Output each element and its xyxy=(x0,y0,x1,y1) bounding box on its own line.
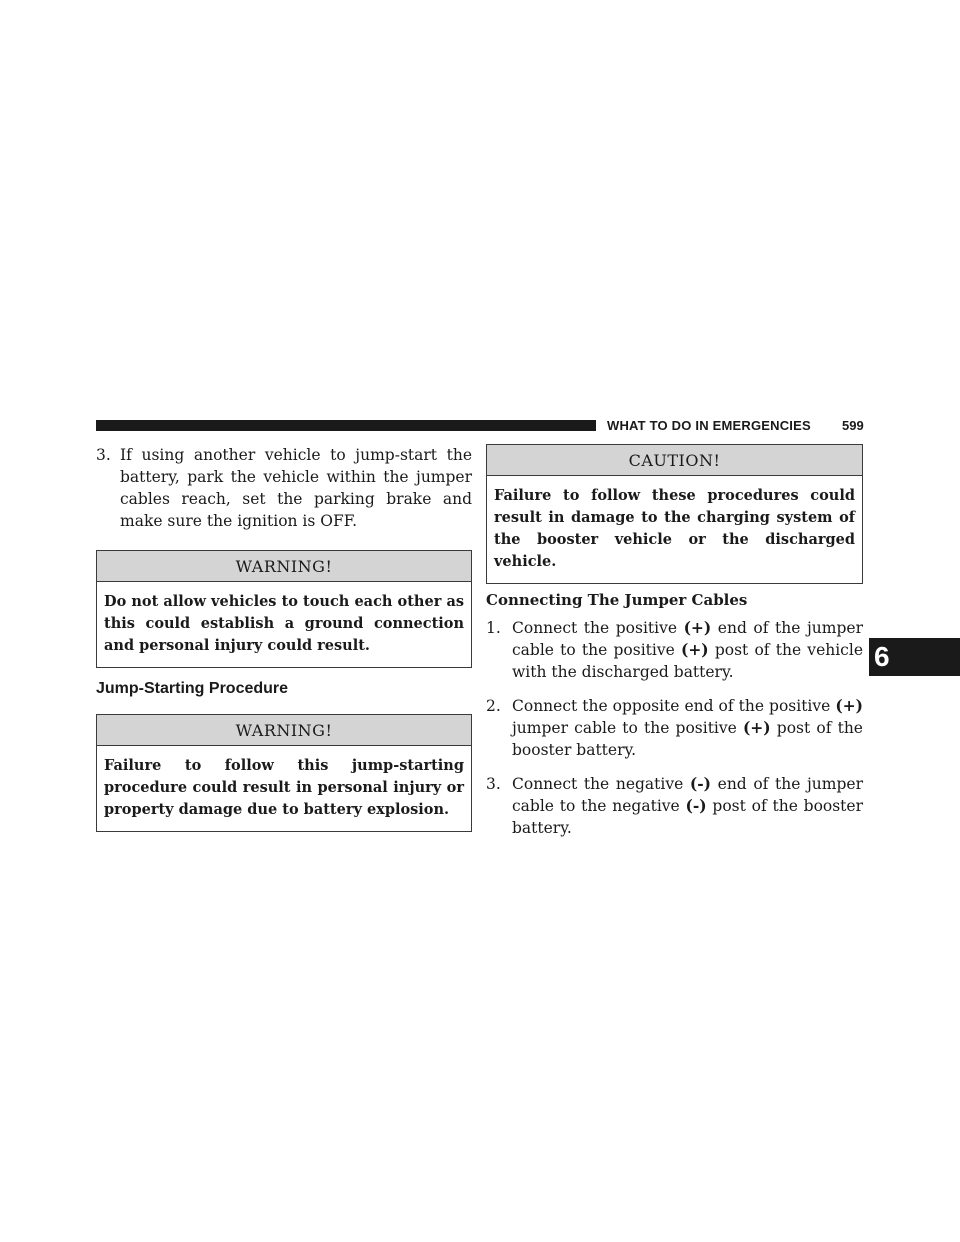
step-3-left xyxy=(96,444,472,532)
caution-box xyxy=(486,444,863,584)
step-text: jumper cable to the positive xyxy=(512,719,737,737)
polarity-symbol: (-) xyxy=(689,774,712,793)
polarity-symbol: (+) xyxy=(835,696,863,715)
polarity-symbol: (-) xyxy=(685,796,707,815)
step-number: 3. xyxy=(486,775,501,793)
polarity-symbol: (+) xyxy=(680,640,709,659)
step-text: post of the booster battery. xyxy=(512,797,863,837)
right-column xyxy=(486,444,863,851)
step-text: post of the vehicle with the discharged battery. xyxy=(512,641,863,681)
caution-title: CAUTION! xyxy=(487,445,862,476)
step-text: If using another vehicle to jump-start the battery, park the vehicle within the jumper cables reach, set the parking brake and make sure the ignition is OFF. xyxy=(120,446,472,530)
section-heading: Jump-Starting Procedure xyxy=(96,680,289,697)
warning-box-2 xyxy=(96,714,472,832)
subsection-heading: Connecting The Jumper Cables xyxy=(486,591,748,609)
header-rule xyxy=(96,420,596,431)
step-text: post of the booster battery. xyxy=(512,719,863,759)
polarity-symbol: (+) xyxy=(683,618,712,637)
caution-body: Failure to follow these procedures could result in damage to the charging system of the booster vehicle or the discharged vehicle. xyxy=(494,487,855,570)
step-text: Connect the positive xyxy=(512,619,678,637)
step-text: Connect the opposite end of the positive xyxy=(512,697,831,715)
step-number: 3. xyxy=(96,446,111,464)
warning-body: Failure to follow this jump-starting procedure could result in personal injury or property damage due to battery explosion. xyxy=(104,757,464,818)
step-3 xyxy=(486,773,863,839)
warning-title: WARNING! xyxy=(97,715,471,746)
step-text: end of the jumper cable to the negative xyxy=(512,775,863,815)
running-header-section: WHAT TO DO IN EMERGENCIES xyxy=(607,418,811,433)
step-1 xyxy=(486,617,863,683)
page-number: 599 xyxy=(842,418,864,433)
step-text: end of the jumper cable to the positive xyxy=(512,619,863,659)
step-2 xyxy=(486,695,863,761)
warning-box-1 xyxy=(96,550,472,668)
step-number: 2. xyxy=(486,697,501,715)
step-text: Connect the negative xyxy=(512,775,684,793)
warning-title: WARNING! xyxy=(97,551,471,582)
polarity-symbol: (+) xyxy=(742,718,771,737)
left-column xyxy=(96,444,472,832)
step-number: 1. xyxy=(486,619,501,637)
chapter-number: 6 xyxy=(874,641,890,672)
warning-body: Do not allow vehicles to touch each other as this could establish a ground connection and personal injury could result. xyxy=(104,593,464,654)
